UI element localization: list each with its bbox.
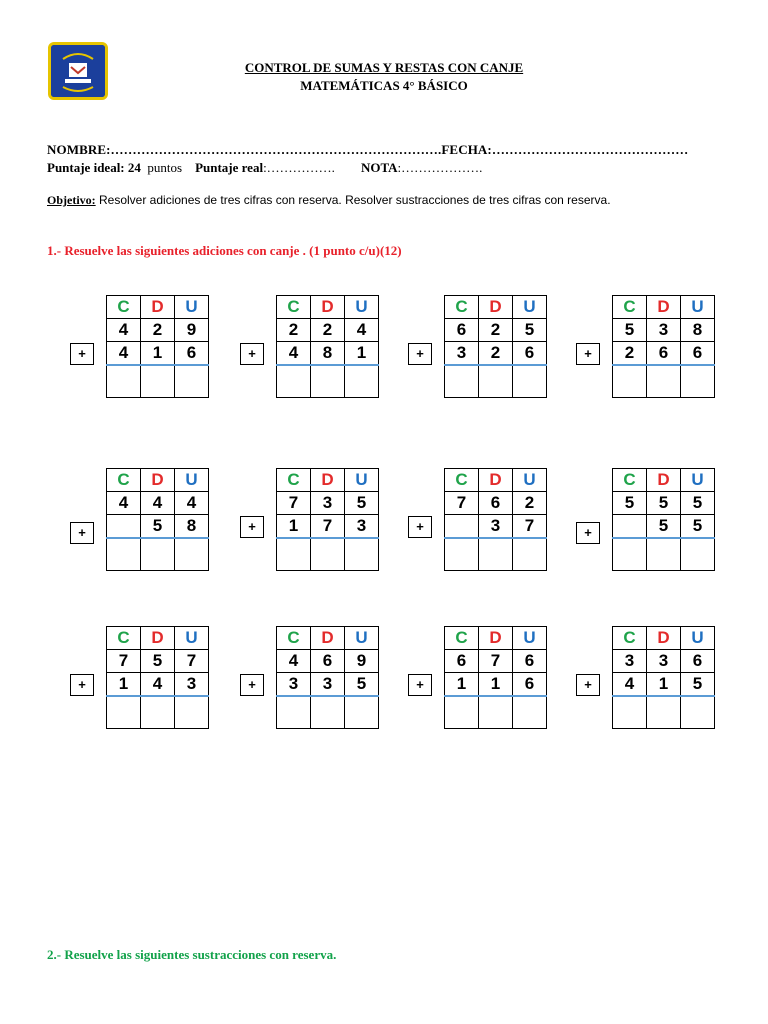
document-subtitle: MATEMÁTICAS 4° BÁSICO: [300, 78, 468, 93]
answer-cell[interactable]: [311, 365, 345, 398]
tens-header: D: [141, 627, 175, 650]
hundreds-header: C: [445, 469, 479, 492]
addend-digit: 8: [681, 319, 715, 342]
addend-digit: 2: [479, 342, 513, 366]
place-value-grid: [106, 295, 209, 398]
hundreds-header: C: [277, 627, 311, 650]
real-score-label: Puntaje real: [195, 160, 264, 175]
plus-sign: +: [576, 674, 600, 696]
addend-digit: 5: [345, 673, 379, 697]
addend-digit: 9: [345, 650, 379, 673]
addend-digit: 4: [277, 342, 311, 366]
place-value-grid: [612, 295, 715, 398]
hundreds-header: C: [613, 296, 647, 319]
plus-sign: +: [70, 522, 94, 544]
addend-digit: 5: [613, 319, 647, 342]
addend-digit: 5: [647, 492, 681, 515]
tens-header: D: [479, 469, 513, 492]
place-value-grid: [444, 295, 547, 398]
addend-digit: 7: [311, 515, 345, 539]
addition-problem: [408, 626, 558, 732]
addend-digit: 4: [107, 492, 141, 515]
answer-cell[interactable]: [647, 365, 681, 398]
plus-sign: +: [408, 674, 432, 696]
place-value-grid: [612, 626, 715, 729]
addend-digit: 4: [613, 673, 647, 697]
plus-sign: +: [408, 516, 432, 538]
addend-digit: 6: [513, 673, 547, 697]
units-header: U: [345, 627, 379, 650]
answer-cell[interactable]: [513, 538, 547, 571]
addition-problem: [576, 468, 726, 574]
tens-header: D: [141, 469, 175, 492]
addend-digit: 4: [107, 342, 141, 366]
hundreds-header: C: [445, 627, 479, 650]
plus-sign: +: [240, 516, 264, 538]
tens-header: D: [647, 296, 681, 319]
tens-header: D: [647, 469, 681, 492]
units-header: U: [345, 296, 379, 319]
plus-sign: +: [576, 522, 600, 544]
addend-digit: 7: [277, 492, 311, 515]
answer-cell[interactable]: [647, 538, 681, 571]
units-header: U: [345, 469, 379, 492]
addend-digit: 1: [445, 673, 479, 697]
addend-digit: 5: [513, 319, 547, 342]
units-header: U: [681, 627, 715, 650]
hundreds-header: C: [107, 296, 141, 319]
answer-cell[interactable]: [445, 696, 479, 729]
addend-digit: 5: [141, 650, 175, 673]
addition-problem: [408, 295, 558, 401]
answer-cell[interactable]: [681, 538, 715, 571]
hundreds-header: C: [613, 469, 647, 492]
tens-header: D: [479, 296, 513, 319]
addition-problem: [70, 468, 220, 574]
addend-digit: 6: [681, 650, 715, 673]
answer-cell[interactable]: [107, 538, 141, 571]
addend-digit: [107, 515, 141, 539]
answer-cell[interactable]: [681, 696, 715, 729]
addend-digit: 6: [479, 492, 513, 515]
hundreds-header: C: [277, 296, 311, 319]
tens-header: D: [141, 296, 175, 319]
answer-cell[interactable]: [479, 365, 513, 398]
plus-sign: +: [240, 343, 264, 365]
answer-cell[interactable]: [311, 538, 345, 571]
answer-cell[interactable]: [345, 538, 379, 571]
addition-problem: [70, 626, 220, 732]
answer-cell[interactable]: [479, 696, 513, 729]
name-label: NOMBRE:: [47, 142, 111, 157]
addend-digit: 8: [311, 342, 345, 366]
answer-cell[interactable]: [445, 365, 479, 398]
units-header: U: [513, 469, 547, 492]
addition-problem: [576, 295, 726, 401]
answer-cell[interactable]: [513, 696, 547, 729]
addend-digit: 3: [277, 673, 311, 697]
addend-digit: 6: [445, 319, 479, 342]
addend-digit: 1: [345, 342, 379, 366]
addend-digit: 1: [479, 673, 513, 697]
addend-digit: 5: [141, 515, 175, 539]
hundreds-header: C: [107, 627, 141, 650]
tens-header: D: [647, 627, 681, 650]
hundreds-header: C: [107, 469, 141, 492]
objective: [47, 193, 611, 208]
answer-cell[interactable]: [479, 538, 513, 571]
addend-digit: 1: [277, 515, 311, 539]
plus-sign: +: [70, 674, 94, 696]
addend-digit: 5: [681, 673, 715, 697]
units-header: U: [681, 469, 715, 492]
answer-cell[interactable]: [277, 696, 311, 729]
addend-digit: 3: [311, 492, 345, 515]
place-value-grid: [106, 626, 209, 729]
answer-cell[interactable]: [613, 538, 647, 571]
addend-digit: 9: [175, 319, 209, 342]
addend-digit: 2: [513, 492, 547, 515]
addend-digit: 6: [513, 342, 547, 366]
place-value-grid: [444, 468, 547, 571]
addition-problem: [240, 626, 390, 732]
addend-digit: 6: [647, 342, 681, 366]
answer-cell[interactable]: [175, 365, 209, 398]
tens-header: D: [311, 469, 345, 492]
addend-digit: 3: [613, 650, 647, 673]
objective-text: Resolver adiciones de tres cifras con reserva. Resolver sustracciones de tres cifras con reserva.: [95, 193, 611, 207]
addend-digit: 1: [107, 673, 141, 697]
addend-digit: 6: [681, 342, 715, 366]
addend-digit: 1: [141, 342, 175, 366]
hundreds-header: C: [613, 627, 647, 650]
addend-digit: 4: [175, 492, 209, 515]
addend-digit: 3: [445, 342, 479, 366]
units-header: U: [175, 296, 209, 319]
units-header: U: [513, 296, 547, 319]
addend-digit: 4: [345, 319, 379, 342]
addend-digit: 5: [613, 492, 647, 515]
addend-digit: 6: [445, 650, 479, 673]
answer-cell[interactable]: [613, 365, 647, 398]
answer-cell[interactable]: [107, 365, 141, 398]
objective-label: Objetivo:: [47, 193, 96, 207]
plus-sign: +: [70, 343, 94, 365]
addend-digit: 3: [647, 319, 681, 342]
date-label: FECHA:: [441, 142, 492, 157]
answer-cell[interactable]: [175, 696, 209, 729]
answer-cell[interactable]: [311, 696, 345, 729]
addend-digit: 2: [613, 342, 647, 366]
addend-digit: 7: [175, 650, 209, 673]
tens-header: D: [479, 627, 513, 650]
answer-cell[interactable]: [613, 696, 647, 729]
hundreds-header: C: [277, 469, 311, 492]
addend-digit: 4: [141, 673, 175, 697]
addend-digit: 5: [647, 515, 681, 539]
addend-digit: 1: [647, 673, 681, 697]
section-1-title: 1.- Resuelve las siguientes adiciones con canje . (1 punto c/u)(12): [47, 243, 402, 258]
addend-digit: 7: [513, 515, 547, 539]
plus-sign: +: [408, 343, 432, 365]
ideal-score-unit: puntos: [147, 160, 183, 175]
answer-cell[interactable]: [681, 365, 715, 398]
addend-digit: 5: [681, 492, 715, 515]
name-field[interactable]: ………………………………………………………………….: [110, 142, 442, 157]
addend-digit: 7: [479, 650, 513, 673]
score-line: [47, 160, 482, 176]
addend-digit: 5: [681, 515, 715, 539]
answer-cell[interactable]: [445, 538, 479, 571]
units-header: U: [681, 296, 715, 319]
addition-problem: [408, 468, 558, 574]
addend-digit: 3: [175, 673, 209, 697]
place-value-grid: [106, 468, 209, 571]
answer-cell[interactable]: [277, 365, 311, 398]
date-field[interactable]: ………………………………………: [491, 142, 689, 157]
answer-cell[interactable]: [647, 696, 681, 729]
place-value-grid: [612, 468, 715, 571]
place-value-grid: [276, 295, 379, 398]
real-score-field[interactable]: :…………….: [263, 160, 335, 175]
addend-digit: 3: [647, 650, 681, 673]
name-date-line: [47, 142, 688, 158]
place-value-grid: [276, 468, 379, 571]
tens-header: D: [311, 296, 345, 319]
answer-cell[interactable]: [277, 538, 311, 571]
addition-problem: [576, 626, 726, 732]
addend-digit: 7: [445, 492, 479, 515]
units-header: U: [175, 627, 209, 650]
addend-digit: 2: [479, 319, 513, 342]
place-value-grid: [444, 626, 547, 729]
addend-digit: 4: [107, 319, 141, 342]
addition-problem: [240, 468, 390, 574]
plus-sign: +: [576, 343, 600, 365]
answer-cell[interactable]: [141, 365, 175, 398]
addition-problem: [240, 295, 390, 401]
plus-sign: +: [240, 674, 264, 696]
section-2-title: 2.- Resuelve las siguientes sustracciones con reserva.: [47, 947, 337, 962]
addend-digit: 4: [277, 650, 311, 673]
addend-digit: 6: [513, 650, 547, 673]
addend-digit: 2: [311, 319, 345, 342]
addend-digit: [613, 515, 647, 539]
grade-field[interactable]: :……………….: [397, 160, 483, 175]
ideal-score-label: Puntaje ideal: 24: [47, 160, 141, 175]
addend-digit: 3: [311, 673, 345, 697]
addend-digit: 6: [311, 650, 345, 673]
units-header: U: [175, 469, 209, 492]
addend-digit: 2: [277, 319, 311, 342]
answer-cell[interactable]: [141, 538, 175, 571]
hundreds-header: C: [445, 296, 479, 319]
answer-cell[interactable]: [107, 696, 141, 729]
answer-cell[interactable]: [513, 365, 547, 398]
addend-digit: 4: [141, 492, 175, 515]
document-title: CONTROL DE SUMAS Y RESTAS CON CANJE: [244, 60, 524, 75]
addition-problem: [70, 295, 220, 401]
tens-header: D: [311, 627, 345, 650]
addend-digit: 2: [141, 319, 175, 342]
addend-digit: [445, 515, 479, 539]
grade-label: NOTA: [360, 160, 398, 175]
answer-cell[interactable]: [141, 696, 175, 729]
place-value-grid: [276, 626, 379, 729]
addend-digit: 5: [345, 492, 379, 515]
addend-digit: 6: [175, 342, 209, 366]
units-header: U: [513, 627, 547, 650]
addend-digit: 7: [107, 650, 141, 673]
answer-cell[interactable]: [345, 365, 379, 398]
addend-digit: 3: [345, 515, 379, 539]
addend-digit: 3: [479, 515, 513, 539]
answer-cell[interactable]: [345, 696, 379, 729]
addend-digit: 8: [175, 515, 209, 539]
answer-cell[interactable]: [175, 538, 209, 571]
